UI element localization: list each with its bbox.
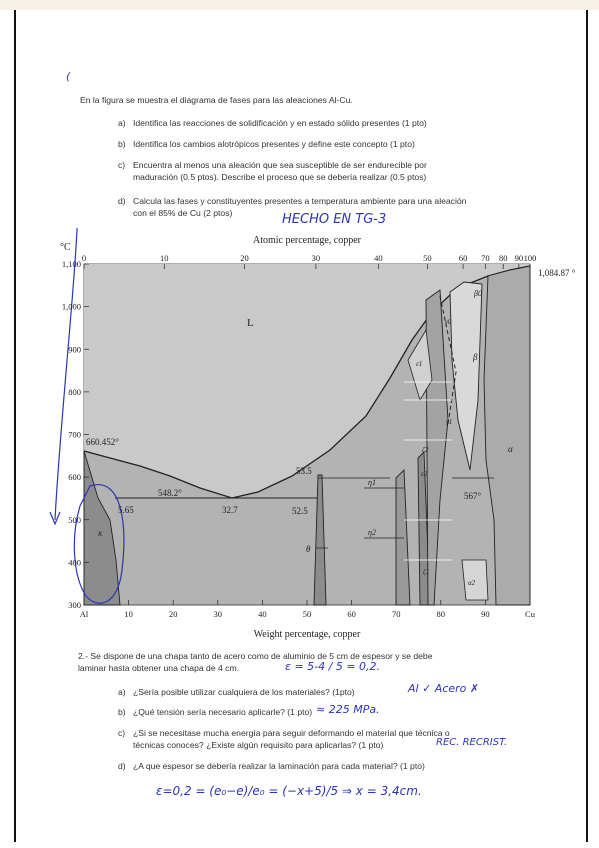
theta-label: θ (306, 544, 311, 554)
x-tick-label: 80 (436, 609, 446, 619)
top-tick-label: 0 (81, 253, 87, 263)
top-tick-label: 50 (423, 253, 432, 263)
y-tick-label: 500 (68, 514, 81, 525)
exercise2-item-b: ¿Qué tensión sería necesario aplicarle? (1 pto) (133, 707, 313, 717)
exercise1-item-a-letter: a) (118, 118, 126, 128)
exercise1-item-a: Identifica las reacciones de solidificación y en estado sólido presentes (1 pto) (133, 118, 427, 128)
beta0-label: β0 (474, 289, 482, 298)
peritectic-t-label: 53.5 (296, 466, 312, 476)
x-tick-label: 50 (302, 609, 312, 619)
exercise2-item-c-line1: ¿Si se necesitase mucha energía para seguir deformando el material que técnica o (133, 728, 450, 738)
top-tick-label: 40 (374, 253, 383, 263)
t567-label: 567° (464, 491, 482, 501)
gamma1-label: γ1 (446, 418, 453, 426)
exercise2-item-b-letter: b) (118, 707, 126, 717)
top-tick-label: 80 (498, 253, 508, 263)
y-axis-label: °C (60, 242, 71, 253)
x-tick-label: 60 (347, 609, 356, 619)
exercise1-item-d-line1: Calcula las fases y constituyentes presentes a temperatura ambiente para una aleación (133, 196, 467, 206)
exercise1-item-b: Identifica los cambios alotrópicos presentes y define este concepto (1 pto) (133, 139, 415, 149)
exercise2-item-c-line2: técnicas conoces? ¿Existe algún requisito para aplicarlas? (1 pto) (133, 740, 384, 750)
exercise2-intro-line1: 2.- Se dispone de una chapa tanto de acero como de aluminio de 5 cm de espesor y se debe (78, 651, 433, 661)
kappa-sol-label: 5.65 (118, 505, 134, 515)
kappa-label: κ (98, 528, 103, 538)
liquid-label: L (247, 317, 254, 329)
exercise1-item-c-letter: c) (118, 160, 126, 170)
handwritten-a-answer: Al ✓ Acero ✗ (408, 682, 480, 695)
top-tick-label: 100 (523, 253, 537, 263)
epsilon1-label: ε1 (416, 360, 423, 368)
scan-edge (0, 0, 599, 10)
exercise1-item-c-line2: maduración (0.5 ptos). Describe el proceso que se debería realizar (0.5 ptos) (133, 172, 427, 182)
x-tick-label: 30 (213, 609, 223, 619)
y-tick-label: 700 (68, 429, 81, 440)
gamma0-label: γ0 (445, 318, 452, 326)
eutectic-c-label: 32.7 (222, 505, 238, 515)
eta1-label: η1 (368, 478, 376, 487)
exercise2-item-c-letter: c) (118, 728, 126, 738)
chart-title: Atomic percentage, copper (252, 235, 362, 246)
handwritten-d-answer: ε=0,2 = (e₀−e)/e₀ = (−x+5)/5 ⇒ x = 3,4cm. (156, 784, 422, 798)
exercise2-item-a-letter: a) (118, 687, 126, 697)
beta-label: β (473, 352, 478, 362)
top-tick-label: 60 (458, 253, 468, 263)
handwritten-b-answer: ≈ 225 MPa. (316, 703, 380, 716)
top-tick-label: 10 (160, 253, 169, 263)
exercise2-item-d: ¿A que espesor se debería realizar la laminación para cada material? (1 pto) (133, 761, 425, 771)
y-tick-label: 900 (68, 344, 81, 355)
handwritten-note: HECHO EN TG-3 (282, 212, 387, 227)
exercise2-intro-line2: laminar hasta obtener una chapa de 4 cm. (78, 663, 239, 673)
x-tick-label: 40 (258, 609, 267, 619)
alpha-label: α (508, 444, 513, 454)
handwritten-strain: ε = 5-4 / 5 = 0,2. (285, 660, 381, 673)
x-tick-label: 90 (481, 609, 490, 619)
x-axis-label: Weight percentage, copper (253, 629, 361, 640)
x-tick-label: Cu (525, 609, 535, 619)
peritectic-c-label: 52.5 (292, 506, 308, 516)
x-tick-label: 10 (124, 609, 133, 619)
exercise1-intro: En la figura se muestra el diagrama de fases para las aleaciones Al-Cu. (80, 95, 353, 105)
exercise1-item-d-letter: d) (118, 196, 126, 206)
eutectic-t-label: 548.2° (158, 488, 182, 498)
y-tick-label: 1,000 (61, 301, 81, 312)
y-tick-label: 800 (68, 386, 81, 397)
exercise2-item-d-letter: d) (118, 761, 126, 771)
epsilon2-label: ε2 (421, 470, 428, 478)
phase-diagram (40, 228, 599, 648)
y-tick-label: 1,100 (61, 259, 81, 269)
top-tick-label: 30 (311, 253, 321, 263)
cu-melting-label: 1,084.87 ° (538, 268, 576, 278)
exercise1-item-c-line1: Encuentra al menos una aleación que sea susceptible de ser endurecible por (133, 160, 427, 170)
eta2-label: η2 (368, 528, 376, 537)
y-tick-label: 600 (68, 472, 81, 483)
al-melting-label: 660.452° (86, 437, 119, 447)
top-tick-label: 90 (514, 253, 524, 263)
exercise1-item-d-line2: con el 85% de Cu (2 ptos) (133, 208, 233, 218)
x-tick-label: 20 (168, 609, 178, 619)
top-tick-label: 20 (240, 253, 249, 263)
handwritten-c-answer: REC. RECRIST. (436, 737, 508, 748)
y-tick-label: 300 (68, 600, 81, 610)
zeta2-label: ζ2 (422, 446, 429, 454)
y-tick-label: 400 (68, 557, 81, 568)
alpha2-label: α2 (468, 579, 476, 587)
x-tick-label: Al (79, 609, 89, 619)
exercise2-item-a: ¿Sería posible utilizar cualquiera de los materiales? (1pto) (133, 687, 355, 697)
exercise1-item-b-letter: b) (118, 139, 126, 149)
top-tick-label: 70 (481, 253, 490, 263)
page-mark: ( (66, 70, 71, 83)
x-tick-label: 70 (391, 609, 401, 619)
zeta1-label: ζ1 (423, 568, 430, 576)
